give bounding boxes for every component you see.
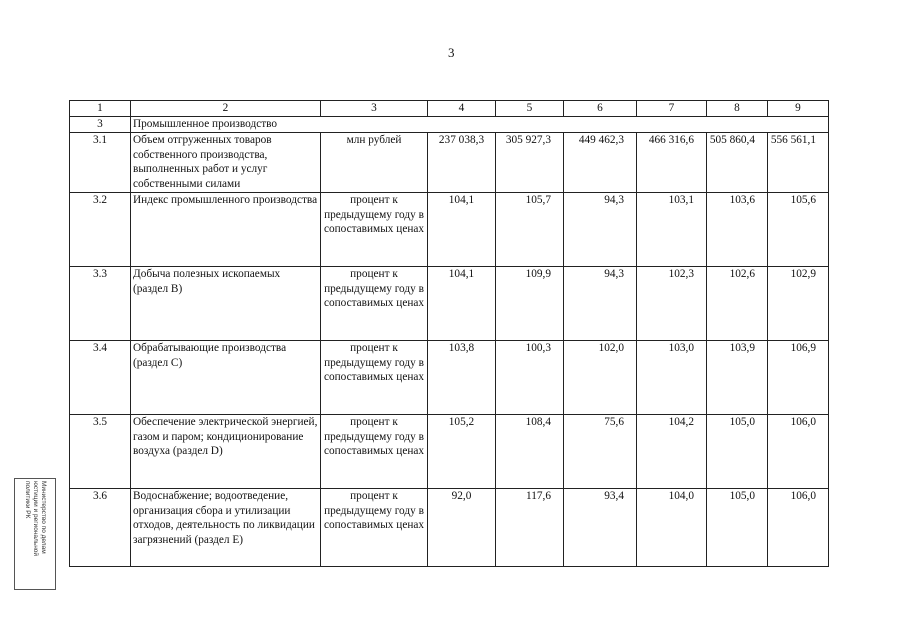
value-cell: 102,3 <box>637 267 707 341</box>
value-cell: 305 927,3 <box>496 133 564 193</box>
row-number: 3.6 <box>70 489 131 567</box>
value-cell: 92,0 <box>428 489 496 567</box>
statistics-table <box>69 100 829 567</box>
value-cell: 117,6 <box>496 489 564 567</box>
value-cell: 102,6 <box>707 267 768 341</box>
indicator-name: Обрабатывающие производства (раздел C) <box>131 341 321 415</box>
value-cell: 93,4 <box>564 489 637 567</box>
header-cell: 8 <box>707 101 768 117</box>
row-number: 3.2 <box>70 193 131 267</box>
value-cell: 104,2 <box>637 415 707 489</box>
value-cell: 105,7 <box>496 193 564 267</box>
table-row <box>70 341 829 415</box>
value-cell: 103,8 <box>428 341 496 415</box>
table-row <box>70 489 829 567</box>
unit-cell: процент к предыдущему году в сопоставимых ценах <box>321 341 428 415</box>
section-title: Промышленное производство <box>131 117 829 133</box>
header-cell: 1 <box>70 101 131 117</box>
value-cell: 106,9 <box>768 341 829 415</box>
section-number: 3 <box>70 117 131 133</box>
value-cell: 104,0 <box>637 489 707 567</box>
value-cell: 505 860,4 <box>707 133 768 193</box>
value-cell: 106,0 <box>768 489 829 567</box>
value-cell: 75,6 <box>564 415 637 489</box>
value-cell: 105,0 <box>707 415 768 489</box>
row-number: 3.5 <box>70 415 131 489</box>
value-cell: 466 316,6 <box>637 133 707 193</box>
header-cell: 6 <box>564 101 637 117</box>
value-cell: 102,0 <box>564 341 637 415</box>
unit-cell: процент к предыдущему году в сопоставимых ценах <box>321 415 428 489</box>
header-cell: 7 <box>637 101 707 117</box>
value-cell: 106,0 <box>768 415 829 489</box>
value-cell: 449 462,3 <box>564 133 637 193</box>
row-number: 3.1 <box>70 133 131 193</box>
indicator-name: Объем отгруженных товаров собственного производства, выполненных работ и услуг собственными силами <box>131 133 321 193</box>
value-cell: 104,1 <box>428 267 496 341</box>
unit-cell: процент к предыдущему году в сопоставимых ценах <box>321 267 428 341</box>
value-cell: 103,6 <box>707 193 768 267</box>
unit-cell: млн рублей <box>321 133 428 193</box>
page-number: 3 <box>448 45 455 60</box>
unit-cell: процент к предыдущему году в сопоставимых ценах <box>321 489 428 567</box>
stamp-line: Министерство по делам <box>40 481 47 554</box>
unit-cell: процент к предыдущему году в сопоставимых ценах <box>321 193 428 267</box>
value-cell: 105,2 <box>428 415 496 489</box>
row-number: 3.3 <box>70 267 131 341</box>
stamp-line: юстиции и региональной <box>32 481 39 557</box>
header-cell: 5 <box>496 101 564 117</box>
value-cell: 237 038,3 <box>428 133 496 193</box>
header-cell: 9 <box>768 101 829 117</box>
section-row <box>70 117 829 133</box>
header-row <box>70 101 829 117</box>
value-cell: 109,9 <box>496 267 564 341</box>
value-cell: 100,3 <box>496 341 564 415</box>
value-cell: 94,3 <box>564 267 637 341</box>
indicator-name: Обеспечение электрической энергией, газом и паром; кондиционирование воздуха (раздел D) <box>131 415 321 489</box>
value-cell: 103,9 <box>707 341 768 415</box>
value-cell: 108,4 <box>496 415 564 489</box>
value-cell: 103,0 <box>637 341 707 415</box>
value-cell: 102,9 <box>768 267 829 341</box>
header-cell: 4 <box>428 101 496 117</box>
value-cell: 104,1 <box>428 193 496 267</box>
indicator-name: Добыча полезных ископаемых (раздел B) <box>131 267 321 341</box>
indicator-name: Индекс промышленного производства <box>131 193 321 267</box>
value-cell: 105,0 <box>707 489 768 567</box>
value-cell: 103,1 <box>637 193 707 267</box>
value-cell: 105,6 <box>768 193 829 267</box>
registration-stamp <box>14 478 56 590</box>
header-cell: 3 <box>321 101 428 117</box>
table-row <box>70 267 829 341</box>
table-row <box>70 193 829 267</box>
table-row <box>70 415 829 489</box>
table-row <box>70 133 829 193</box>
stamp-line: политики РК <box>24 481 31 519</box>
value-cell: 94,3 <box>564 193 637 267</box>
header-cell: 2 <box>131 101 321 117</box>
indicator-name: Водоснабжение; водоотведение, организация сбора и утилизации отходов, деятельность по ликвидации загрязнений (раздел E) <box>131 489 321 567</box>
value-cell: 556 561,1 <box>768 133 829 193</box>
row-number: 3.4 <box>70 341 131 415</box>
